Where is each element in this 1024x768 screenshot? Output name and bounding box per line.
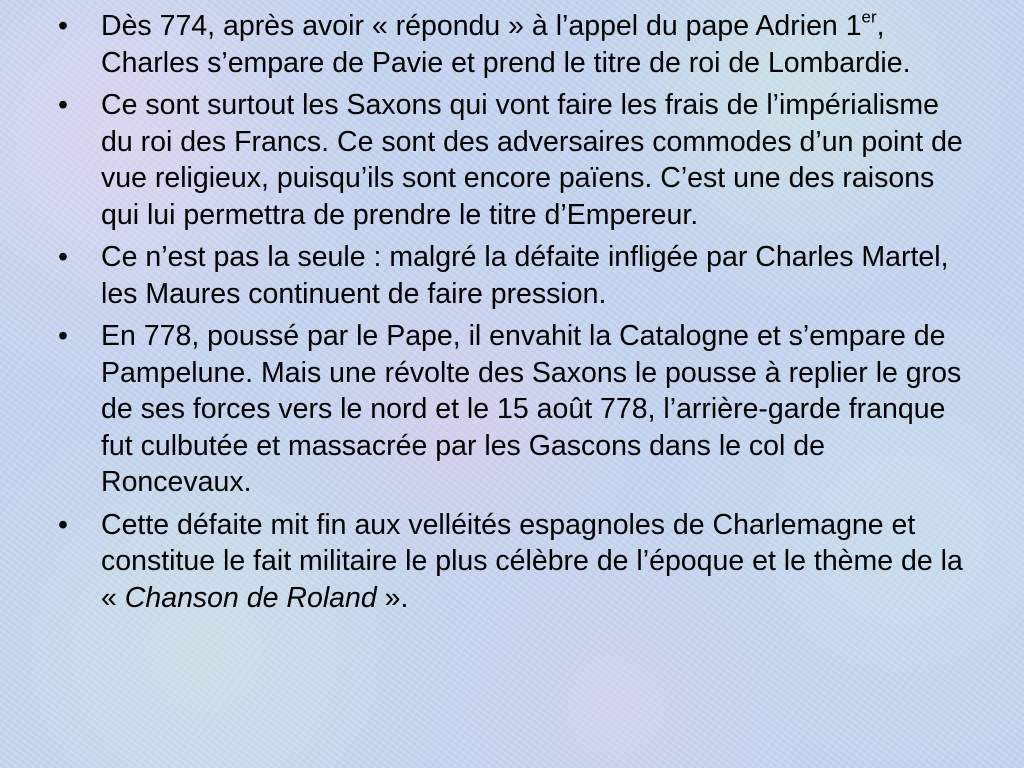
bullet-icon: • xyxy=(58,10,68,42)
bullet-text: Ce n’est pas la seule : malgré la défaite infligée par Charles Martel, les Maures continuent de faire pression. xyxy=(101,241,949,310)
superscript: er xyxy=(861,7,877,27)
bullet-item-4 xyxy=(58,318,978,501)
bullet-item-3 xyxy=(58,239,978,312)
bullet-item-1 xyxy=(58,8,978,81)
bullet-text: Cette défaite mit fin aux velléités espagnoles de Charlemagne et constitue le fait militaire le plus célèbre de l’époque et le thème de la « Chanson de Roland ». xyxy=(101,508,963,614)
bullet-icon: • xyxy=(58,89,68,121)
bullet-list xyxy=(58,8,978,622)
bullet-text: Dès 774, après avoir « répondu » à l’appel du pape Adrien 1er, Charles s’empare de Pavie et prend le titre de roi de Lombardie. xyxy=(101,7,911,79)
bullet-item-5 xyxy=(58,507,978,617)
bullet-text: En 778, poussé par le Pape, il envahit la Catalogne et s’empare de Pampelune. Mais une révolte des Saxons le pousse à replier le gros de ses forces vers le nord et le 15 août 778, l’arrière-garde franque fut culbutée et massacrée par les Gascons dans le col de Roncevaux. xyxy=(101,320,962,498)
bullet-icon: • xyxy=(58,508,68,541)
bullet-icon: • xyxy=(58,241,68,273)
bullet-text: Ce sont surtout les Saxons qui vont faire les frais de l’impérialisme du roi des Francs. Ce sont des adversaires commodes d’un point de vue religieux, puisqu’ils sont encore païens. C’est une des raisons qui lui permettra de prendre le titre d’Empereur. xyxy=(101,89,963,231)
title-italic: Chanson de Roland xyxy=(124,581,377,614)
bullet-icon: • xyxy=(58,320,68,352)
bullet-item-2 xyxy=(58,87,978,233)
